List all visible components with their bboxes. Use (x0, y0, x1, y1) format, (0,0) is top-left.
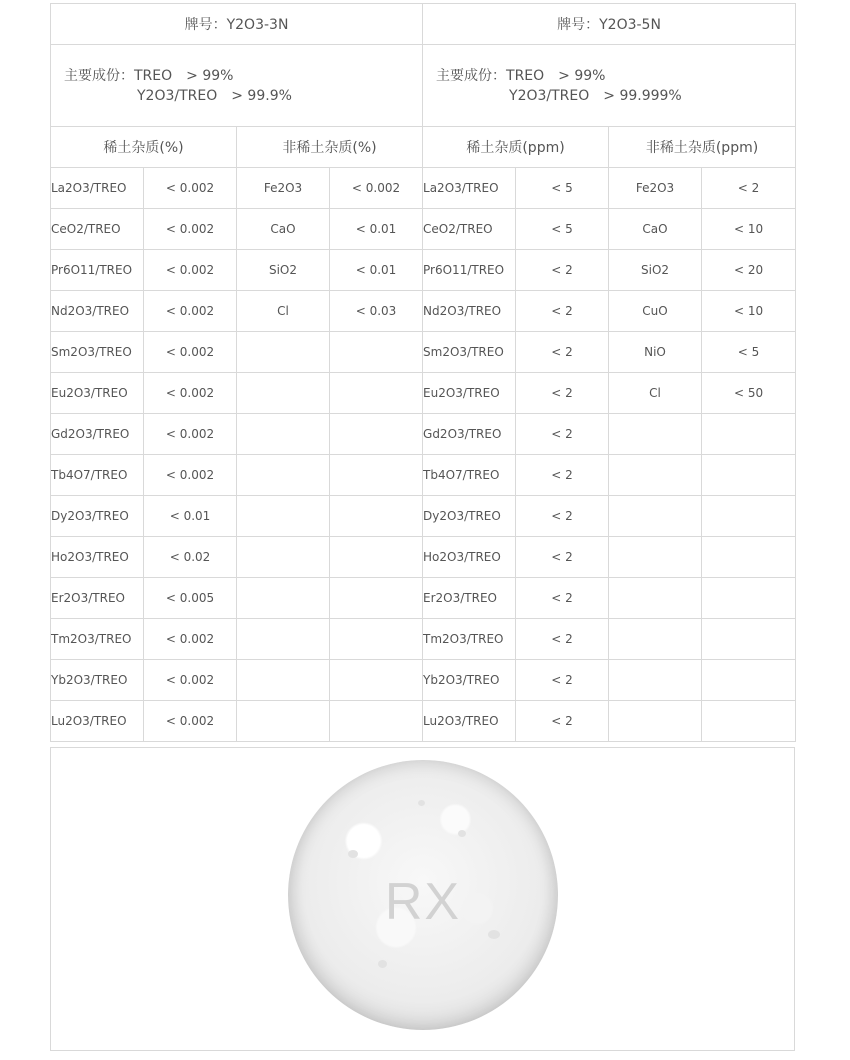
spec-table (50, 3, 796, 742)
re-impurity-value-5n: < 2 (516, 701, 609, 742)
re-impurity-value-3n: < 0.005 (144, 578, 237, 619)
re-impurity-name-3n: Pr6O11/TREO (51, 250, 144, 291)
watermark: RX (384, 873, 462, 931)
re-impurity-value-3n: < 0.002 (144, 660, 237, 701)
re-impurity-name-5n: Nd2O3/TREO (423, 291, 516, 332)
nre-impurity-value-5n (702, 455, 796, 496)
re-impurity-value-3n: < 0.002 (144, 455, 237, 496)
re-impurity-header-3n: 稀土杂质(%) (51, 127, 237, 168)
re-impurity-name-3n: CeO2/TREO (51, 209, 144, 250)
nre-impurity-header-3n: 非稀土杂质(%) (237, 127, 423, 168)
re-impurity-name-5n: Eu2O3/TREO (423, 373, 516, 414)
nre-impurity-name-3n (237, 619, 330, 660)
composition-5n (423, 45, 796, 127)
nre-impurity-name-5n (609, 701, 702, 742)
re-impurity-value-5n: < 2 (516, 332, 609, 373)
re-impurity-header-5n: 稀土杂质(ppm) (423, 127, 609, 168)
re-impurity-name-5n: Gd2O3/TREO (423, 414, 516, 455)
re-impurity-name-5n: Sm2O3/TREO (423, 332, 516, 373)
re-impurity-name-5n: CeO2/TREO (423, 209, 516, 250)
re-impurity-value-3n: < 0.002 (144, 209, 237, 250)
nre-impurity-value-3n (330, 619, 423, 660)
impurity-row (51, 578, 796, 619)
re-impurity-value-5n: < 5 (516, 209, 609, 250)
re-impurity-value-5n: < 2 (516, 455, 609, 496)
impurity-row (51, 496, 796, 537)
grade-title-5n: 牌号：Y2O3-5N (423, 4, 796, 45)
re-impurity-name-3n: Gd2O3/TREO (51, 414, 144, 455)
impurity-row (51, 414, 796, 455)
nre-impurity-name-5n (609, 455, 702, 496)
re-impurity-name-3n: Dy2O3/TREO (51, 496, 144, 537)
nre-impurity-value-5n (702, 414, 796, 455)
nre-impurity-name-3n: Fe2O3 (237, 168, 330, 209)
re-impurity-value-3n: < 0.002 (144, 168, 237, 209)
impurity-row (51, 168, 796, 209)
re-impurity-value-3n: < 0.002 (144, 291, 237, 332)
nre-impurity-value-5n: < 10 (702, 209, 796, 250)
re-impurity-value-3n: < 0.01 (144, 496, 237, 537)
spec-table-container (50, 3, 795, 742)
nre-impurity-value-3n: < 0.01 (330, 250, 423, 291)
spec-table-body (51, 4, 796, 742)
nre-impurity-name-5n (609, 660, 702, 701)
re-impurity-value-5n: < 2 (516, 578, 609, 619)
re-impurity-value-3n: < 0.002 (144, 373, 237, 414)
nre-impurity-value-3n (330, 414, 423, 455)
nre-impurity-name-3n (237, 332, 330, 373)
nre-impurity-name-3n (237, 455, 330, 496)
re-impurity-name-5n: Yb2O3/TREO (423, 660, 516, 701)
re-impurity-value-5n: < 2 (516, 496, 609, 537)
re-impurity-value-5n: < 2 (516, 250, 609, 291)
re-impurity-value-3n: < 0.002 (144, 332, 237, 373)
impurity-row (51, 537, 796, 578)
nre-impurity-value-3n (330, 332, 423, 373)
nre-impurity-name-3n (237, 537, 330, 578)
re-impurity-name-5n: Ho2O3/TREO (423, 537, 516, 578)
re-impurity-value-5n: < 2 (516, 537, 609, 578)
nre-impurity-name-5n (609, 414, 702, 455)
nre-impurity-name-3n (237, 414, 330, 455)
nre-impurity-value-3n: < 0.002 (330, 168, 423, 209)
re-impurity-value-3n: < 0.002 (144, 619, 237, 660)
nre-impurity-name-3n: Cl (237, 291, 330, 332)
re-impurity-value-5n: < 5 (516, 168, 609, 209)
nre-impurity-name-3n (237, 701, 330, 742)
nre-impurity-value-5n (702, 578, 796, 619)
impurity-row (51, 619, 796, 660)
nre-impurity-header-5n: 非稀土杂质(ppm) (609, 127, 796, 168)
re-impurity-name-5n: La2O3/TREO (423, 168, 516, 209)
impurity-row (51, 209, 796, 250)
nre-impurity-value-5n (702, 660, 796, 701)
re-impurity-name-5n: Pr6O11/TREO (423, 250, 516, 291)
nre-impurity-name-5n: SiO2 (609, 250, 702, 291)
re-impurity-name-3n: La2O3/TREO (51, 168, 144, 209)
nre-impurity-value-5n: < 50 (702, 373, 796, 414)
re-impurity-name-5n: Er2O3/TREO (423, 578, 516, 619)
composition-3n (51, 45, 423, 127)
impurity-row (51, 250, 796, 291)
re-impurity-name-3n: Yb2O3/TREO (51, 660, 144, 701)
re-impurity-value-3n: < 0.02 (144, 537, 237, 578)
re-impurity-name-3n: Er2O3/TREO (51, 578, 144, 619)
nre-impurity-value-3n (330, 455, 423, 496)
nre-impurity-value-3n: < 0.03 (330, 291, 423, 332)
nre-impurity-value-3n: < 0.01 (330, 209, 423, 250)
re-impurity-name-3n: Sm2O3/TREO (51, 332, 144, 373)
composition-3n-line2: Y2O3/TREO > 99.9% (137, 87, 292, 104)
nre-impurity-value-5n (702, 496, 796, 537)
impurity-row (51, 332, 796, 373)
impurity-row (51, 455, 796, 496)
re-impurity-name-3n: Eu2O3/TREO (51, 373, 144, 414)
nre-impurity-value-3n (330, 373, 423, 414)
nre-impurity-name-5n: CuO (609, 291, 702, 332)
re-impurity-name-3n: Ho2O3/TREO (51, 537, 144, 578)
re-impurity-name-3n: Nd2O3/TREO (51, 291, 144, 332)
composition-5n-line1: 主要成份：TREO > 99% (436, 67, 606, 84)
re-impurity-value-3n: < 0.002 (144, 414, 237, 455)
impurity-row (51, 660, 796, 701)
nre-impurity-value-5n: < 5 (702, 332, 796, 373)
re-impurity-value-3n: < 0.002 (144, 250, 237, 291)
re-impurity-name-5n: Tm2O3/TREO (423, 619, 516, 660)
composition-3n-line1: 主要成份：TREO > 99% (64, 67, 234, 84)
nre-impurity-value-5n (702, 537, 796, 578)
re-impurity-value-5n: < 2 (516, 660, 609, 701)
nre-impurity-value-3n (330, 537, 423, 578)
nre-impurity-name-5n: Fe2O3 (609, 168, 702, 209)
nre-impurity-name-5n: CaO (609, 209, 702, 250)
re-impurity-name-5n: Tb4O7/TREO (423, 455, 516, 496)
re-impurity-name-5n: Lu2O3/TREO (423, 701, 516, 742)
re-impurity-value-3n: < 0.002 (144, 701, 237, 742)
re-impurity-value-5n: < 2 (516, 619, 609, 660)
composition-5n-line2: Y2O3/TREO > 99.999% (509, 87, 682, 104)
product-photo (50, 747, 795, 1051)
nre-impurity-value-3n (330, 660, 423, 701)
nre-impurity-name-3n (237, 496, 330, 537)
re-impurity-name-3n: Lu2O3/TREO (51, 701, 144, 742)
grade-title-row (51, 4, 796, 45)
nre-impurity-name-5n: NiO (609, 332, 702, 373)
nre-impurity-name-5n (609, 578, 702, 619)
composition-row (51, 45, 796, 127)
nre-impurity-value-3n (330, 496, 423, 537)
re-impurity-name-3n: Tb4O7/TREO (51, 455, 144, 496)
impurity-category-row (51, 127, 796, 168)
impurity-row (51, 373, 796, 414)
nre-impurity-value-5n: < 20 (702, 250, 796, 291)
nre-impurity-value-3n (330, 578, 423, 619)
nre-impurity-name-3n: CaO (237, 209, 330, 250)
nre-impurity-name-5n: Cl (609, 373, 702, 414)
re-impurity-name-5n: Dy2O3/TREO (423, 496, 516, 537)
impurity-row (51, 701, 796, 742)
nre-impurity-name-3n (237, 373, 330, 414)
nre-impurity-value-3n (330, 701, 423, 742)
nre-impurity-value-5n: < 2 (702, 168, 796, 209)
powder-sample-image (288, 760, 558, 1030)
nre-impurity-name-5n (609, 496, 702, 537)
nre-impurity-value-5n: < 10 (702, 291, 796, 332)
re-impurity-value-5n: < 2 (516, 414, 609, 455)
nre-impurity-name-5n (609, 619, 702, 660)
nre-impurity-value-5n (702, 619, 796, 660)
nre-impurity-value-5n (702, 701, 796, 742)
nre-impurity-name-5n (609, 537, 702, 578)
nre-impurity-name-3n (237, 660, 330, 701)
nre-impurity-name-3n (237, 578, 330, 619)
impurity-row (51, 291, 796, 332)
re-impurity-value-5n: < 2 (516, 373, 609, 414)
re-impurity-value-5n: < 2 (516, 291, 609, 332)
nre-impurity-name-3n: SiO2 (237, 250, 330, 291)
re-impurity-name-3n: Tm2O3/TREO (51, 619, 144, 660)
grade-title-3n: 牌号：Y2O3-3N (51, 4, 423, 45)
